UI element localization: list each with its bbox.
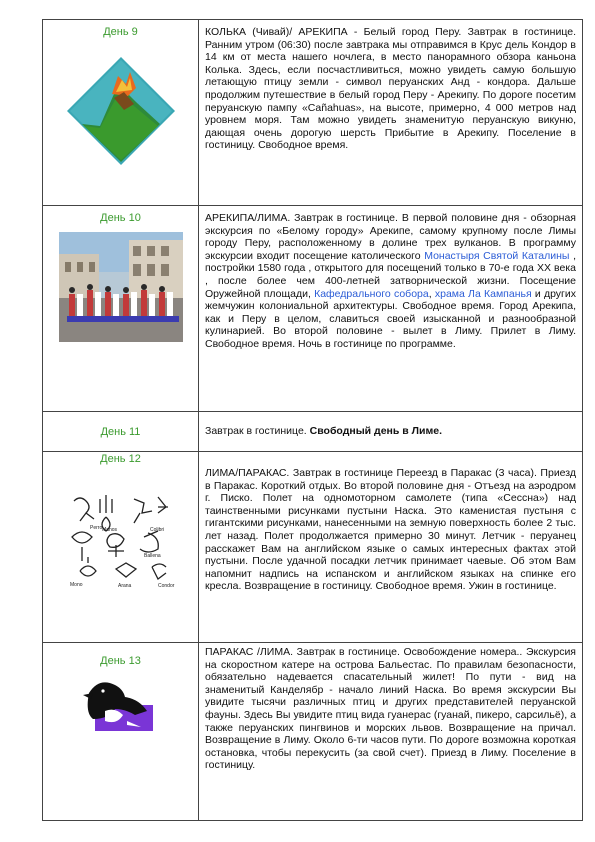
day-label: День 9 bbox=[103, 26, 138, 38]
day-description bbox=[199, 452, 583, 643]
day-description bbox=[199, 643, 583, 821]
day-row bbox=[43, 412, 583, 452]
nazca-caption: Colibri bbox=[149, 527, 164, 533]
nazca-caption: Mono bbox=[69, 582, 83, 588]
day-description bbox=[199, 20, 583, 206]
day-label-cell bbox=[43, 643, 199, 821]
day-description bbox=[199, 412, 583, 452]
nazca-caption: Perro bbox=[89, 525, 102, 531]
description-text: ЛИМА/ПАРАКАС. Завтрак в гостинице Переезд в Паракас (3 часа). Приезд в Паракас. Короткий отдых. Во второй половине дня - Отъезд на аэродром г. Писко. Полет на одномоторном самолете (типа «Сессна») над таинственными рисунками пустыни Наска. Это каменистая пустыня с гигантскими рисунками, нанесенными на земную поверхность более 2 тыс. лет назад. Полет продолжается примерно 30 минут. Летчик - перуанец расскажет Вам на английском языке о самых интересных фактах этой пустыни. После удачной посадки летчик принимает чаевые. Об этом Вам напомнит надпись на испанском и английском языках на спинке его кресла. Возвращение в гостиницу. Свободное время. Ужин в гостинице. bbox=[205, 467, 576, 593]
description-text: , постройки 1580 года , открытого для посещений только в 70-е года XX века , после более чем 400-летней затворнической жизни. Посещение Оружейной площади, bbox=[205, 249, 576, 300]
day-label: День 12 bbox=[100, 453, 141, 465]
day-label-cell bbox=[43, 206, 199, 412]
day-row bbox=[43, 20, 583, 206]
description-text: КОЛЬКА (Чивай)/ АРЕКИПА - Белый город Перу. Завтрак в гостинице. Ранним утром (06:30) после завтрака мы отправимся в Крус дель Кондор в 14 км от места нашего ночлега, в место панорамного обзора каньона Колька. Здесь, если посчастливиться, можно увидеть самую большую летающую птицу земли - символ перуанских Анд - кондора. Дальше продолжим путешествие в белый город Перу - Арекипу. По дороге посетим перуанскую пампу «Cañahuas», на высоте, примерно, 4 000 метров над уровнем моря. Там можно увидеть знаменитую перуанскую викуню, дающая очень дорогую шерсть Прибытие в Арекипу. Поселение в гостиницу. Свободное время. bbox=[205, 26, 576, 152]
description-text: ПАРАКАС /ЛИМА. Завтрак в гостинице. Освобождение номера.. Экскурсия на скоростном катере на острова Бальестас. По правилам безопасности, обязательно надевается спасательный жилет! По пути - вид на знаменитый Канделябр - начало линий Наска. Во время экскурсии Вы увидите тысячи различных птиц и других представителей перуанской фауны. Здесь Вы увидите птиц вида гуанерас (гуанай, пикеро, сарсильё), а также перуанских пингвинов и морских львов. Возвращение на причал. Возвращение в Лиму. Около 6-ти часов пути. По дороге возможна короткая остановка, чтобы перекусить (за свой счет). Приезд в Лиму. Поселение в гостиницу. bbox=[205, 646, 576, 772]
day-label-cell bbox=[43, 412, 199, 452]
volcano-icon bbox=[64, 54, 178, 168]
text-link[interactable]: храма Ла Кампанья bbox=[434, 287, 532, 300]
day-row bbox=[43, 206, 583, 412]
description-text: и других жемчужин колониальной архитектуры. Свободное время. Город Арекипа, как и Перу в целом, славиться своей изысканной и разнообразной кулинарией. Во второй половине - вылет в Лиму. Прилет в Лиму. Свободное время. Ночь в гостинице по программе. bbox=[205, 287, 577, 350]
day-label: День 13 bbox=[100, 655, 141, 667]
sea-lion-icon bbox=[81, 679, 161, 735]
nazca-caption: Manos bbox=[101, 527, 117, 533]
nazca-caption: Ballena bbox=[143, 553, 161, 559]
arequipa-parade-photo bbox=[59, 232, 183, 342]
text-link[interactable]: Кафедрального собора bbox=[314, 287, 429, 300]
day-label: День 10 bbox=[100, 212, 141, 224]
nazca-caption: Arana bbox=[117, 583, 131, 589]
nazca-caption: Condor bbox=[157, 583, 174, 589]
description-text: , bbox=[428, 287, 435, 300]
itinerary-table bbox=[42, 19, 583, 821]
day-label-cell bbox=[43, 20, 199, 206]
description-text: Завтрак в гостинице. bbox=[205, 425, 310, 438]
day-row bbox=[43, 452, 583, 643]
day-description bbox=[199, 206, 583, 412]
day-label: День 11 bbox=[100, 425, 141, 438]
nazca-lines-drawing bbox=[66, 491, 176, 589]
text-link[interactable]: Монастыря Святой Каталины bbox=[424, 249, 570, 262]
description-text: АРЕКИПА/ЛИМА. Завтрак в гостинице. В первой половине дня - обзорная экскурсия по «Белому городу» Арекипе, самому крупному после Лимы городу Перу, расположенному в долине трех вулканов. В программу экскурсии входит посещение католического bbox=[205, 212, 576, 262]
day-label-cell bbox=[43, 452, 199, 643]
day-row bbox=[43, 643, 583, 821]
bold-text: Свободный день в Лиме. bbox=[309, 425, 442, 438]
